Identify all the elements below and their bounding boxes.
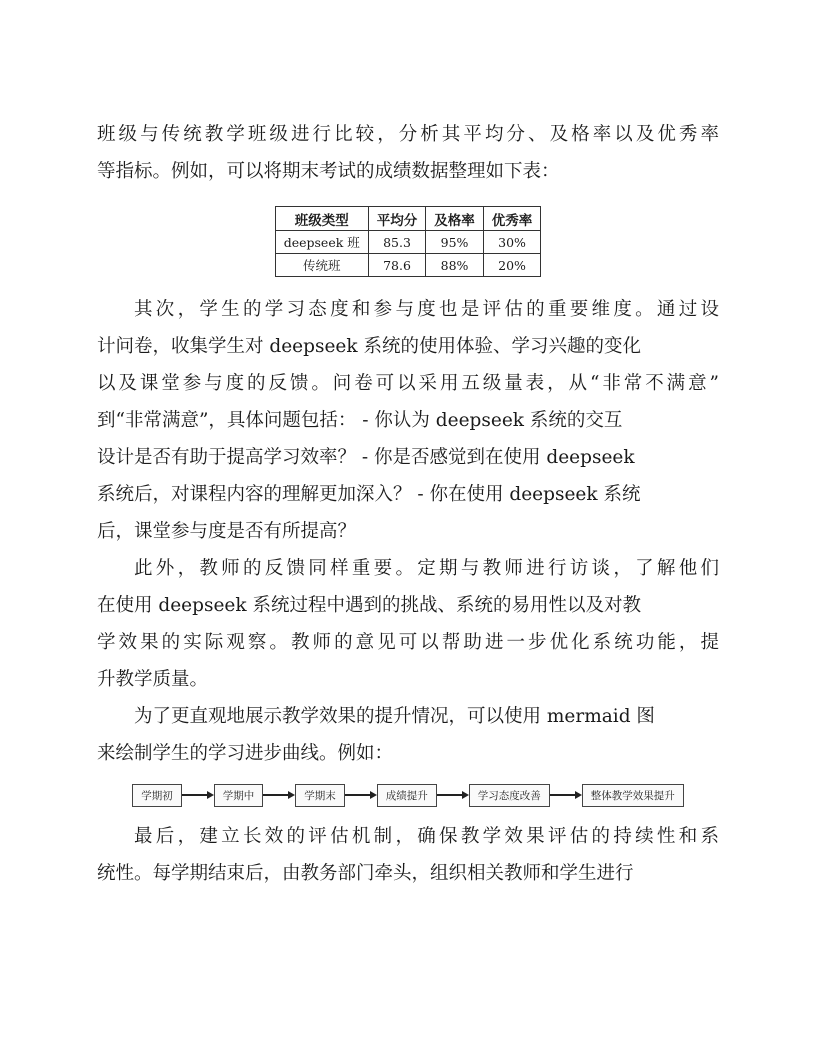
text-line: 计问卷，收集学生对 deepseek 系统的使用体验、学习兴趣的变化 [97, 336, 641, 357]
header-class-type: 班级类型 [275, 207, 368, 231]
paragraph-attitude [97, 291, 719, 550]
text-line: 为了更直观地展示教学效果的提升情况，可以使用 mermaid 图 [134, 706, 655, 727]
flow-arrow-icon [345, 791, 377, 799]
text-line: 到“非常满意”，具体问题包括： - 你认为 deepseek 系统的交互 [97, 410, 623, 431]
document-page [97, 116, 719, 892]
paragraph-evaluation-mechanism [97, 818, 719, 892]
text-line: 来绘制学生的学习进步曲线。例如： [97, 743, 394, 764]
table-cell: 88% [426, 254, 484, 277]
score-table [275, 206, 542, 277]
text-line: 系统后，对课程内容的理解更加深入？ - 你在使用 deepseek 系统 [97, 484, 641, 505]
text-line: 其次，学生的学习态度和参与度也是评估的重要维度。通过设 [134, 299, 719, 320]
text-line: 设计是否有助于提高学习效率？ - 你是否感觉到在使用 deepseek [97, 447, 635, 468]
flow-arrow-icon [550, 791, 582, 799]
flow-node-mid-semester: 学期中 [214, 784, 264, 807]
flow-node-attitude-improvement: 学习态度改善 [469, 784, 550, 807]
text-line: 后，课堂参与度是否有所提高？ [97, 521, 357, 542]
table-cell: deepseek 班 [275, 231, 368, 254]
text-line: 统性。每学期结束后，由教务部门牵头，组织相关教师和学生进行 [97, 863, 634, 884]
flow-node-score-improvement: 成绩提升 [377, 784, 437, 807]
table-cell: 20% [483, 254, 541, 277]
table-cell: 85.3 [368, 231, 426, 254]
paragraph-mermaid [97, 698, 719, 772]
paragraph-teacher-feedback [97, 550, 719, 698]
table-header-row [275, 207, 541, 231]
flow-arrow-icon [182, 791, 214, 799]
paragraph-comparison [97, 116, 719, 190]
table-row [275, 231, 541, 254]
text-line: 班级与传统教学班级进行比较，分析其平均分、及格率以及优秀率 [97, 124, 719, 145]
flow-node-semester-start: 学期初 [132, 784, 182, 807]
table-cell: 95% [426, 231, 484, 254]
table-cell: 30% [483, 231, 541, 254]
learning-progress-flowchart [97, 782, 719, 808]
flow-arrow-icon [263, 791, 295, 799]
text-line: 最后，建立长效的评估机制，确保教学效果评估的持续性和系 [134, 826, 719, 847]
header-pass-rate: 及格率 [426, 207, 484, 231]
flow-arrow-icon [437, 791, 469, 799]
text-line: 以及课堂参与度的反馈。问卷可以采用五级量表，从“非常不满意” [97, 373, 719, 394]
flow-node-overall-effect: 整体教学效果提升 [582, 784, 684, 807]
text-line: 学效果的实际观察。教师的意见可以帮助进一步优化系统功能，提 [97, 632, 719, 653]
table-cell: 传统班 [275, 254, 368, 277]
flow-node-semester-end: 学期末 [295, 784, 345, 807]
text-line: 此外，教师的反馈同样重要。定期与教师进行访谈，了解他们 [134, 558, 719, 579]
table-row [275, 254, 541, 277]
score-table-wrapper [97, 206, 719, 277]
header-average: 平均分 [368, 207, 426, 231]
text-line: 等指标。例如，可以将期末考试的成绩数据整理如下表： [97, 161, 560, 182]
text-line: 升教学质量。 [97, 669, 209, 690]
table-cell: 78.6 [368, 254, 426, 277]
text-line: 在使用 deepseek 系统过程中遇到的挑战、系统的易用性以及对教 [97, 595, 641, 616]
header-excellent-rate: 优秀率 [483, 207, 541, 231]
